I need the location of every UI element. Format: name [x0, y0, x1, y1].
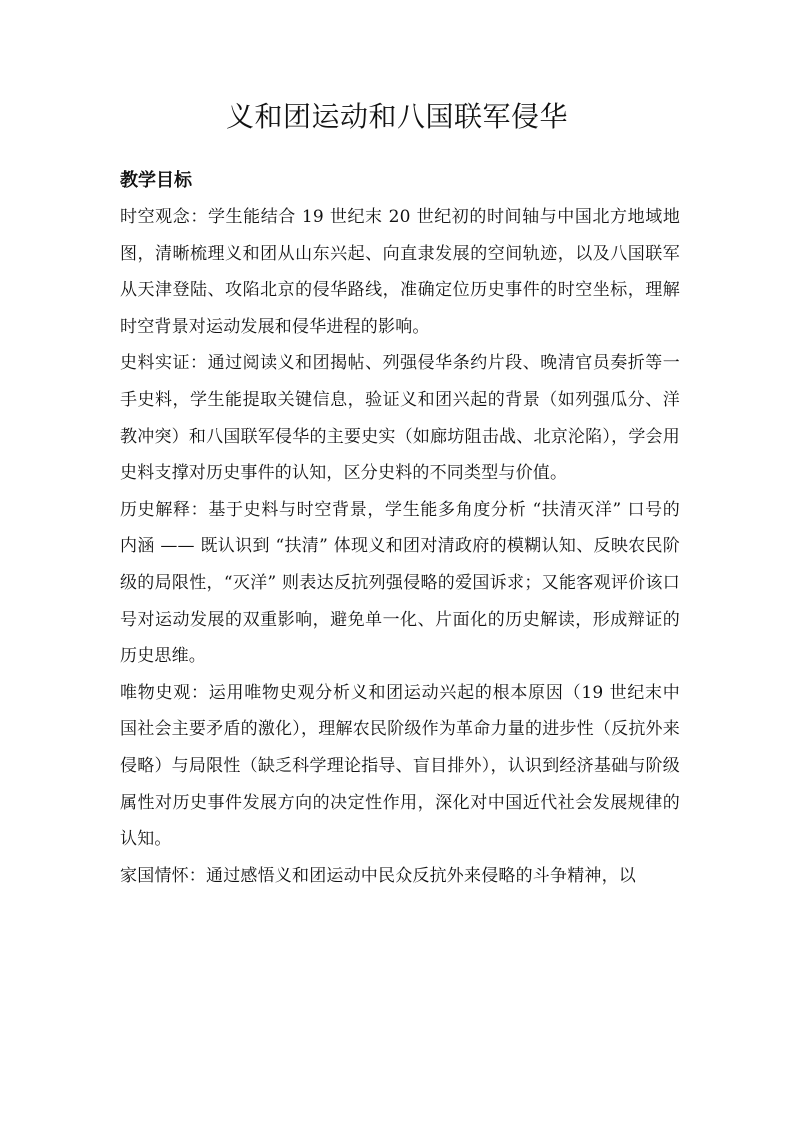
- paragraph-evidence: [120, 345, 680, 491]
- paragraph-label: 家国情怀：: [120, 865, 206, 886]
- paragraph-label: 时空观念：: [120, 207, 208, 227]
- paragraph-patriotism: [120, 858, 680, 895]
- paragraph-spatiotemporal: [120, 199, 680, 345]
- paragraph-label: 史料实证：: [120, 353, 208, 374]
- paragraph-interpretation: [120, 492, 680, 675]
- section-heading: 教学目标: [120, 170, 192, 191]
- paragraph-text: 基于史料与时空背景，学生能多角度分析 “扶清灭洋” 口号的内涵 —— 既认识到 “扶清” 体现义和团对清政府的模糊认知、反映农民阶级的局限性，“灭洋” 则表达反抗列强侵略的爱国诉求；又能客观评价该口号对运动发展的双重影响，避免单一化、片面化的历史解读，形成辩证的历史思维。: [120, 499, 680, 667]
- document-body: [120, 163, 680, 894]
- paragraph-text: 通过感悟义和团运动中民众反抗外来侵略的斗争精神，以: [206, 865, 636, 886]
- paragraph-label: 历史解释：: [120, 499, 209, 520]
- paragraph-materialism: [120, 675, 680, 858]
- paragraph-text: 通过阅读义和团揭帖、列强侵华条约片段、晚清官员奏折等一手史料，学生能提取关键信息，验证义和团兴起的背景（如列强瓜分、洋教冲突）和八国联军侵华的主要史实（如廊坊阻击战、北京沦陷），学会用史料支撑对历史事件的认知，区分史料的不同类型与价值。: [120, 353, 681, 484]
- paragraph-text: 学生能结合 19 世纪末 20 世纪初的时间轴与中国北方地域地图，清晰梳理义和团从山东兴起、向直隶发展的空间轨迹，以及八国联军从天津登陆、攻陷北京的侵华路线，准确定位历史事件的时空坐标，理解时空背景对运动发展和侵华进程的影响。: [120, 207, 681, 337]
- paragraph-label: 唯物史观：: [120, 682, 209, 703]
- document-title: 义和团运动和八国联军侵华: [225, 100, 568, 133]
- paragraph-text: 运用唯物史观分析义和团运动兴起的根本原因（19 世纪末中国社会主要矛盾的激化），理解农民阶级作为革命力量的进步性（反抗外来侵略）与局限性（缺乏科学理论指导、盲目排外），认识到经济基础与阶级属性对历史事件发展方向的决定性作用，深化对中国近代社会发展规律的认知。: [120, 682, 681, 850]
